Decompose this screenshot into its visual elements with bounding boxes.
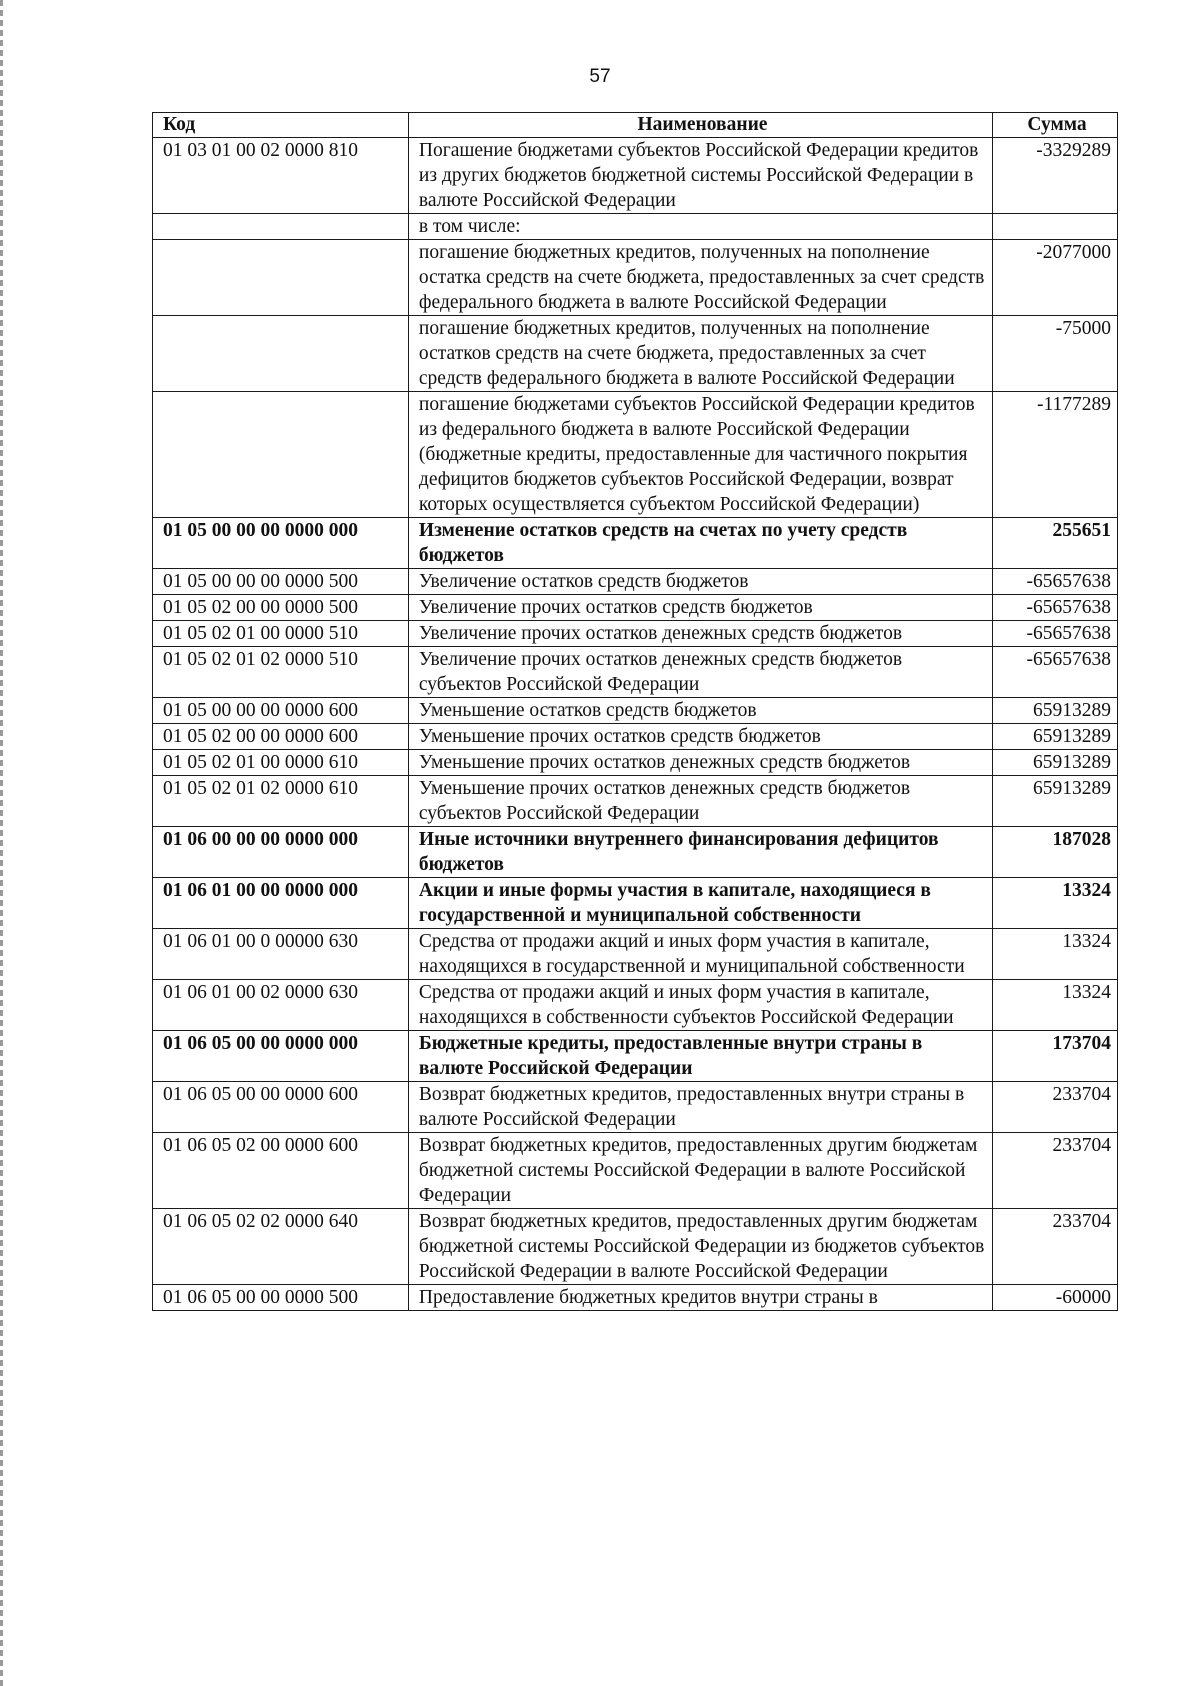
name-cell: Увеличение прочих остатков денежных средств бюджетов xyxy=(408,621,992,647)
name-cell: Увеличение остатков средств бюджетов xyxy=(408,569,992,595)
code-cell: 01 06 05 00 00 0000 600 xyxy=(153,1082,409,1133)
code-cell: 01 06 05 00 00 0000 500 xyxy=(153,1285,409,1311)
name-cell: в том числе: xyxy=(408,214,992,240)
name-cell: Предоставление бюджетных кредитов внутри страны в xyxy=(408,1285,992,1311)
sum-cell: 13324 xyxy=(993,878,1118,929)
sum-cell: -60000 xyxy=(993,1285,1118,1311)
sum-cell: -75000 xyxy=(993,316,1118,392)
code-cell: 01 05 02 01 02 0000 610 xyxy=(153,776,409,827)
name-cell: Увеличение прочих остатков средств бюджетов xyxy=(408,595,992,621)
sum-cell: -65657638 xyxy=(993,595,1118,621)
sum-cell: -2077000 xyxy=(993,240,1118,316)
code-cell xyxy=(153,214,409,240)
table-row xyxy=(153,750,1118,776)
sum-cell: -65657638 xyxy=(993,569,1118,595)
name-cell: Средства от продажи акций и иных форм участия в капитале, находящихся в государственной и муниципальной собственности xyxy=(408,929,992,980)
table-header-row xyxy=(153,113,1118,138)
code-cell: 01 05 00 00 00 0000 000 xyxy=(153,518,409,569)
name-cell: Уменьшение прочих остатков денежных средств бюджетов xyxy=(408,750,992,776)
table-row xyxy=(153,1133,1118,1209)
table-row xyxy=(153,647,1118,698)
table-row xyxy=(153,698,1118,724)
table-row xyxy=(153,929,1118,980)
header-code: Код xyxy=(153,113,409,138)
name-cell: Увеличение прочих остатков денежных средств бюджетов субъектов Российской Федерации xyxy=(408,647,992,698)
sum-cell: 187028 xyxy=(993,827,1118,878)
table-row xyxy=(153,240,1118,316)
table-row xyxy=(153,776,1118,827)
sum-cell: -65657638 xyxy=(993,647,1118,698)
header-name: Наименование xyxy=(408,113,992,138)
table-row xyxy=(153,316,1118,392)
table-row xyxy=(153,595,1118,621)
table-row xyxy=(153,980,1118,1031)
table-row xyxy=(153,518,1118,569)
table-row xyxy=(153,214,1118,240)
code-cell: 01 05 02 00 00 0000 600 xyxy=(153,724,409,750)
sum-cell: 173704 xyxy=(993,1031,1118,1082)
code-cell: 01 05 00 00 00 0000 500 xyxy=(153,569,409,595)
code-cell: 01 05 02 01 02 0000 510 xyxy=(153,647,409,698)
name-cell: Уменьшение прочих остатков денежных средств бюджетов субъектов Российской Федерации xyxy=(408,776,992,827)
name-cell: Возврат бюджетных кредитов, предоставленных другим бюджетам бюджетной системы Российской Федерации из бюджетов субъектов Российской Федерации в валюте Российской Федерации xyxy=(408,1209,992,1285)
code-cell xyxy=(153,240,409,316)
name-cell: Уменьшение прочих остатков средств бюджетов xyxy=(408,724,992,750)
code-cell: 01 05 02 01 00 0000 610 xyxy=(153,750,409,776)
table-row xyxy=(153,138,1118,214)
code-cell: 01 05 02 01 00 0000 510 xyxy=(153,621,409,647)
sum-cell: -1177289 xyxy=(993,392,1118,518)
sum-cell: 13324 xyxy=(993,980,1118,1031)
name-cell: Возврат бюджетных кредитов, предоставленных внутри страны в валюте Российской Федерации xyxy=(408,1082,992,1133)
sum-cell xyxy=(993,214,1118,240)
sum-cell: 13324 xyxy=(993,929,1118,980)
sum-cell: -3329289 xyxy=(993,138,1118,214)
code-cell: 01 03 01 00 02 0000 810 xyxy=(153,138,409,214)
code-cell: 01 06 01 00 0 00000 630 xyxy=(153,929,409,980)
sum-cell: -65657638 xyxy=(993,621,1118,647)
table-row xyxy=(153,724,1118,750)
budget-sources-table xyxy=(152,112,1118,1311)
name-cell: Изменение остатков средств на счетах по учету средств бюджетов xyxy=(408,518,992,569)
sum-cell: 65913289 xyxy=(993,776,1118,827)
name-cell: погашение бюджетных кредитов, полученных на пополнение остатка средств на счете бюджета, предоставленных за счет средств федерального бюджета в валюте Российской Федерации xyxy=(408,240,992,316)
name-cell: погашение бюджетами субъектов Российской Федерации кредитов из федерального бюджета в валюте Российской Федерации (бюджетные кредиты, предоставленные для частичного покрытия дефицитов бюджетов субъектов Российской Федерации, возврат которых осуществляется субъектом Российской Федерации) xyxy=(408,392,992,518)
sum-cell: 233704 xyxy=(993,1209,1118,1285)
table-row xyxy=(153,878,1118,929)
table-row xyxy=(153,569,1118,595)
page-number: 57 xyxy=(589,66,611,87)
table-row xyxy=(153,1285,1118,1311)
code-cell: 01 06 00 00 00 0000 000 xyxy=(153,827,409,878)
sum-cell: 233704 xyxy=(993,1082,1118,1133)
name-cell: Бюджетные кредиты, предоставленные внутри страны в валюте Российской Федерации xyxy=(408,1031,992,1082)
header-sum: Сумма xyxy=(993,113,1118,138)
sum-cell: 65913289 xyxy=(993,698,1118,724)
code-cell xyxy=(153,392,409,518)
name-cell: Погашение бюджетами субъектов Российской Федерации кредитов из других бюджетов бюджетной системы Российской Федерации в валюте Российской Федерации xyxy=(408,138,992,214)
code-cell: 01 06 01 00 02 0000 630 xyxy=(153,980,409,1031)
sum-cell: 255651 xyxy=(993,518,1118,569)
table-row xyxy=(153,1082,1118,1133)
name-cell: Средства от продажи акций и иных форм участия в капитале, находящихся в собственности субъектов Российской Федерации xyxy=(408,980,992,1031)
code-cell: 01 06 05 02 02 0000 640 xyxy=(153,1209,409,1285)
name-cell: Уменьшение остатков средств бюджетов xyxy=(408,698,992,724)
sum-cell: 65913289 xyxy=(993,750,1118,776)
table-row xyxy=(153,1209,1118,1285)
sum-cell: 233704 xyxy=(993,1133,1118,1209)
code-cell: 01 06 05 00 00 0000 000 xyxy=(153,1031,409,1082)
table-row xyxy=(153,827,1118,878)
table-body xyxy=(153,138,1118,1311)
code-cell: 01 05 02 00 00 0000 500 xyxy=(153,595,409,621)
name-cell: Акции и иные формы участия в капитале, находящиеся в государственной и муниципальной собственности xyxy=(408,878,992,929)
code-cell: 01 06 01 00 00 0000 000 xyxy=(153,878,409,929)
table-row xyxy=(153,621,1118,647)
name-cell: погашение бюджетных кредитов, полученных на пополнение остатков средств на счете бюджета, предоставленных за счет средств федерального бюджета в валюте Российской Федерации xyxy=(408,316,992,392)
name-cell: Возврат бюджетных кредитов, предоставленных другим бюджетам бюджетной системы Российской Федерации в валюте Российской Федерации xyxy=(408,1133,992,1209)
sum-cell: 65913289 xyxy=(993,724,1118,750)
name-cell: Иные источники внутреннего финансирования дефицитов бюджетов xyxy=(408,827,992,878)
table-row xyxy=(153,392,1118,518)
table-row xyxy=(153,1031,1118,1082)
code-cell: 01 05 00 00 00 0000 600 xyxy=(153,698,409,724)
code-cell xyxy=(153,316,409,392)
scan-edge xyxy=(0,0,3,1686)
code-cell: 01 06 05 02 00 0000 600 xyxy=(153,1133,409,1209)
